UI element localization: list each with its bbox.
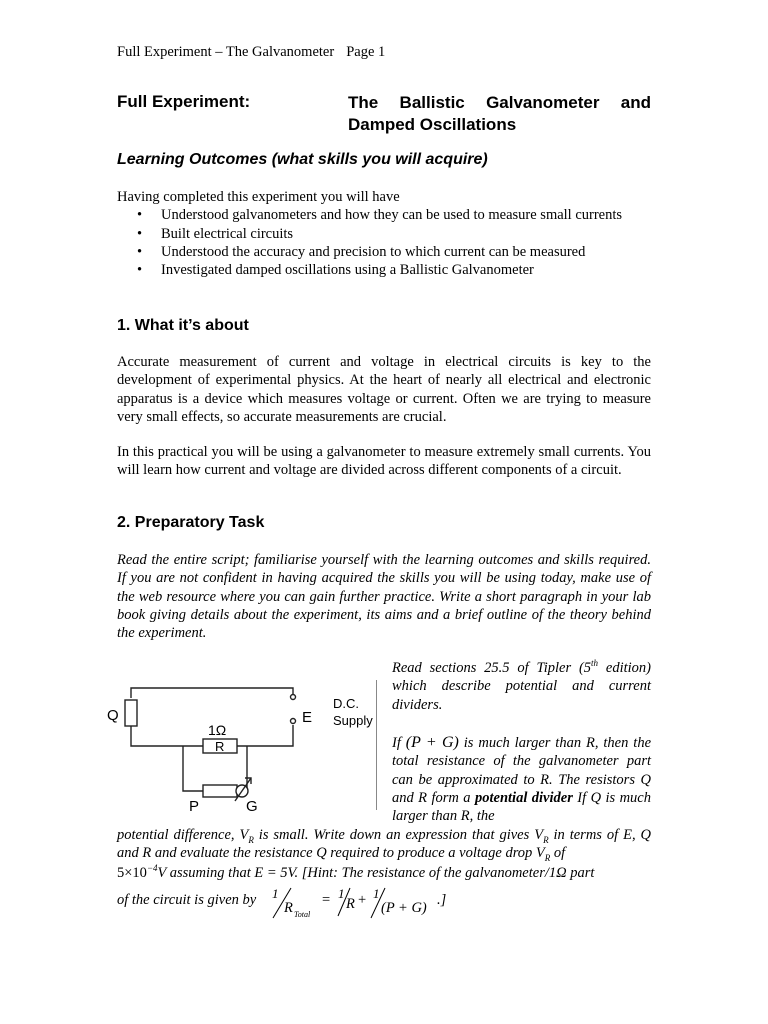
formula-line [117,886,651,922]
subscript: R [248,834,254,845]
side-text-rest: is much larger than R, then the total resistance of the galvanometer part can be approximated to R. The resistors Q and R form a [392,735,651,806]
cont-c: in terms of E, Q and R and evaluate the resistance Q required to produce a voltage drop V [117,827,651,862]
learning-outcomes-body [117,188,651,279]
title-label: Full Experiment: [117,92,251,111]
title-word: The [348,93,379,112]
circuit-wire [237,746,247,791]
continuation-paragraph [117,826,651,863]
label-e: E [302,709,313,726]
cont-b: is small. Write down an expression that gives V [253,827,544,843]
cont-d: of [550,845,566,862]
label-g: G [246,798,258,815]
side-text-b: edition) which describe potential and current dividers. [392,660,651,713]
resistor-q [125,700,137,726]
list-item: • Understood galvanometers and how they can be used to measure small currents [117,206,651,224]
section-1-heading: 1. What it’s about [117,317,249,334]
pg-denominator: (P + G) [381,900,427,916]
pg-expression: (P + G) [405,734,459,751]
column-divider [376,680,377,810]
circuit-wire [131,688,293,698]
side-text-potential-divider [392,734,651,825]
equals-sign: = [322,892,331,908]
terminal [291,719,296,724]
r-denominator: R [346,896,355,912]
exponent: −4 [146,863,158,874]
header-title: Full Experiment – The Galvanometer [117,44,335,60]
superscript: th [591,658,599,669]
emf-equation: E = 5V [254,865,295,881]
voltage-value: 5×10 [117,865,147,881]
circuit-diagram [105,670,380,820]
label-q: Q [107,707,119,724]
numerator: 1 [272,886,279,901]
outcome-list [117,206,651,279]
subscript: R [544,853,551,864]
line4-text: of the circuit is given by [117,892,257,908]
section-1-paragraph-2: In this practical you will be using a galvanometer to measure extremely small currents. You will learn how current and voltage are divided across different components of a circuit. [117,444,651,479]
label-p: P [189,798,200,815]
potential-divider-term: potential divider [474,789,573,806]
learning-intro: Having completed this experiment you will have [117,189,400,205]
section-1-paragraph-1: Accurate measurement of current and voltage in electrical circuits is key to the development of experimental physics. At the heart of nearly all electrical and electronic apparatus is a device which measures voltage or current. Often we are trying to measure very small effects, so accurate measurements are crucial. [117,354,651,425]
label-ohm: 1Ω [208,722,227,738]
label-dc: D.C. [333,696,359,711]
title-word: Galvanometer [486,93,600,112]
side-text-a: Read sections 25.5 of Tipler (5 [392,660,592,676]
list-item: • Understood the accuracy and precision to which current can be measured [117,243,651,261]
experiment-title [348,92,651,136]
line3-a: assuming that [166,865,255,881]
circuit-wire [183,746,203,791]
cont-a: potential difference, V [117,827,249,843]
if-word: If [392,735,401,751]
total-subscript: Total [294,910,311,919]
r-total: R [284,900,293,916]
preparatory-task-paragraph: Read the entire script; familiarise yourself with the learning outcomes and skills required. If you are not confident in having acquired the skills you will be using today, make use of the web resource where you can gain further practice. Write a short paragraph in your lab book giving details about the experiment, its aims and a brief outline of the theory behind the experiment. [117,552,651,642]
title-word: and [620,93,651,112]
section-2-heading: 2. Preparatory Task [117,514,265,531]
title-line-2: Damped Oscillations [348,115,517,134]
voltage-unit: V [157,865,167,881]
title-word: Ballistic [399,93,465,112]
subscript: R [543,834,549,845]
terminal [291,695,296,700]
numerator: 1 [373,886,380,901]
learning-outcomes-heading: Learning Outcomes (what skills you will acquire) [117,151,488,168]
side-text-after: If Q is much larger than R, the [392,789,651,825]
side-text-reading [392,659,651,714]
line3-b: . [Hint: The resistance of the galvanometer/1Ω part [294,865,595,881]
page-number: Page 1 [346,44,386,60]
list-item: • Built electrical circuits [117,225,651,243]
voltage-line [117,864,651,882]
resistor-p [203,785,237,797]
page-header [117,44,385,61]
plus-sign: + [358,892,367,908]
label-r: R [215,739,225,754]
list-item: • Investigated damped oscillations using a Ballistic Galvanometer [117,261,651,279]
label-supply: Supply [333,713,373,728]
hint-close: .] [437,892,447,908]
numerator: 1 [338,886,345,901]
